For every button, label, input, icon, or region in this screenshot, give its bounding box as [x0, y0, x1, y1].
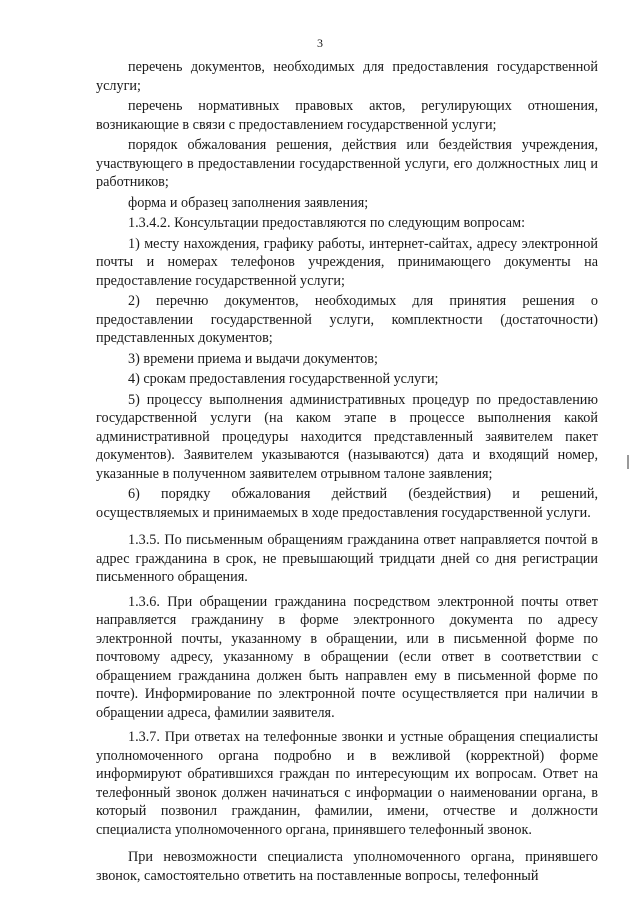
list-item: 5) процессу выполнения административных процедур по предоставлению государственной услуги (на каком этапе в процессе выполнения какой административной процедуры находится представленный заявителем пакет документов). Заявителем указываются (называются) дата и входящий номер, указанные в полученном заявителем отрывном талоне заявления;: [96, 391, 598, 482]
list-item: 6) порядку обжалования действий (бездействия) и решений, осуществляемых и принимаемых в ходе предоставления государственной услуги.: [96, 486, 598, 521]
paragraph: порядок обжалования решения, действия или бездействия учреждения, участвующего в предоставлении государственной услуги, его должностных лиц и работников;: [96, 137, 598, 190]
paragraph: При невозможности специалиста уполномоченного органа, принявшего звонок, самостоятельно ответить на поставленные вопросы, телефонный: [96, 849, 598, 884]
list-item: 2) перечню документов, необходимых для принятия решения о предоставлении государственной услуги, комплектности (достаточности) представленных документов;: [96, 293, 598, 346]
scan-edge-mark: [627, 455, 629, 469]
paragraph: перечень нормативных правовых актов, регулирующих отношения, возникающие в связи с предоставлением государственной услуги;: [96, 98, 598, 133]
section-1-3-7: 1.3.7. При ответах на телефонные звонки и устные обращения специалисты уполномоченного органа подробно и в вежливой (корректной) форме информируют обратившихся граждан по интересующим их вопросам. Ответ на телефонный звонок должен начинаться с информации о наименовании органа, в который позвонил гражданин, фамилии, имени, отчестве и должности специалиста уполномоченного органа, принявшего телефонный звонок.: [96, 729, 598, 838]
section-heading-1-3-4-2: 1.3.4.2. Консультации предоставляются по следующим вопросам:: [128, 215, 526, 231]
paragraph: перечень документов, необходимых для предоставления государственной услуги;: [96, 59, 598, 94]
section-1-3-6: 1.3.6. При обращении гражданина посредством электронной почты ответ направляется гражданину в форме электронного документа по адресу электронной почты, указанному в обращении, или в письменной форме по почтовому адресу, указанному в обращении (если ответ в соответствии с обращением гражданина должен быть направлен ему в письменной форме по почте). Информирование по электронной почте осуществляется при наличии в обращении адреса, фамилии заявителя.: [96, 593, 598, 721]
list-item: 1) месту нахождения, графику работы, интернет-сайтах, адресу электронной почты и номерах телефонов учреждения, принимающего документы на предоставление государственной услуги;: [96, 235, 598, 289]
document-body: [96, 58, 598, 885]
paragraph: форма и образец заполнения заявления;: [128, 194, 369, 211]
list-item: 4) срокам предоставления государственной услуги;: [128, 371, 439, 387]
section-1-3-5: 1.3.5. По письменным обращениям гражданина ответ направляется почтой в адрес гражданина в срок, не превышающий тридцати дней со дня регистрации письменного обращения.: [96, 532, 598, 585]
page-number: 3: [317, 36, 323, 50]
list-item: 3) времени приема и выдачи документов;: [128, 350, 378, 367]
